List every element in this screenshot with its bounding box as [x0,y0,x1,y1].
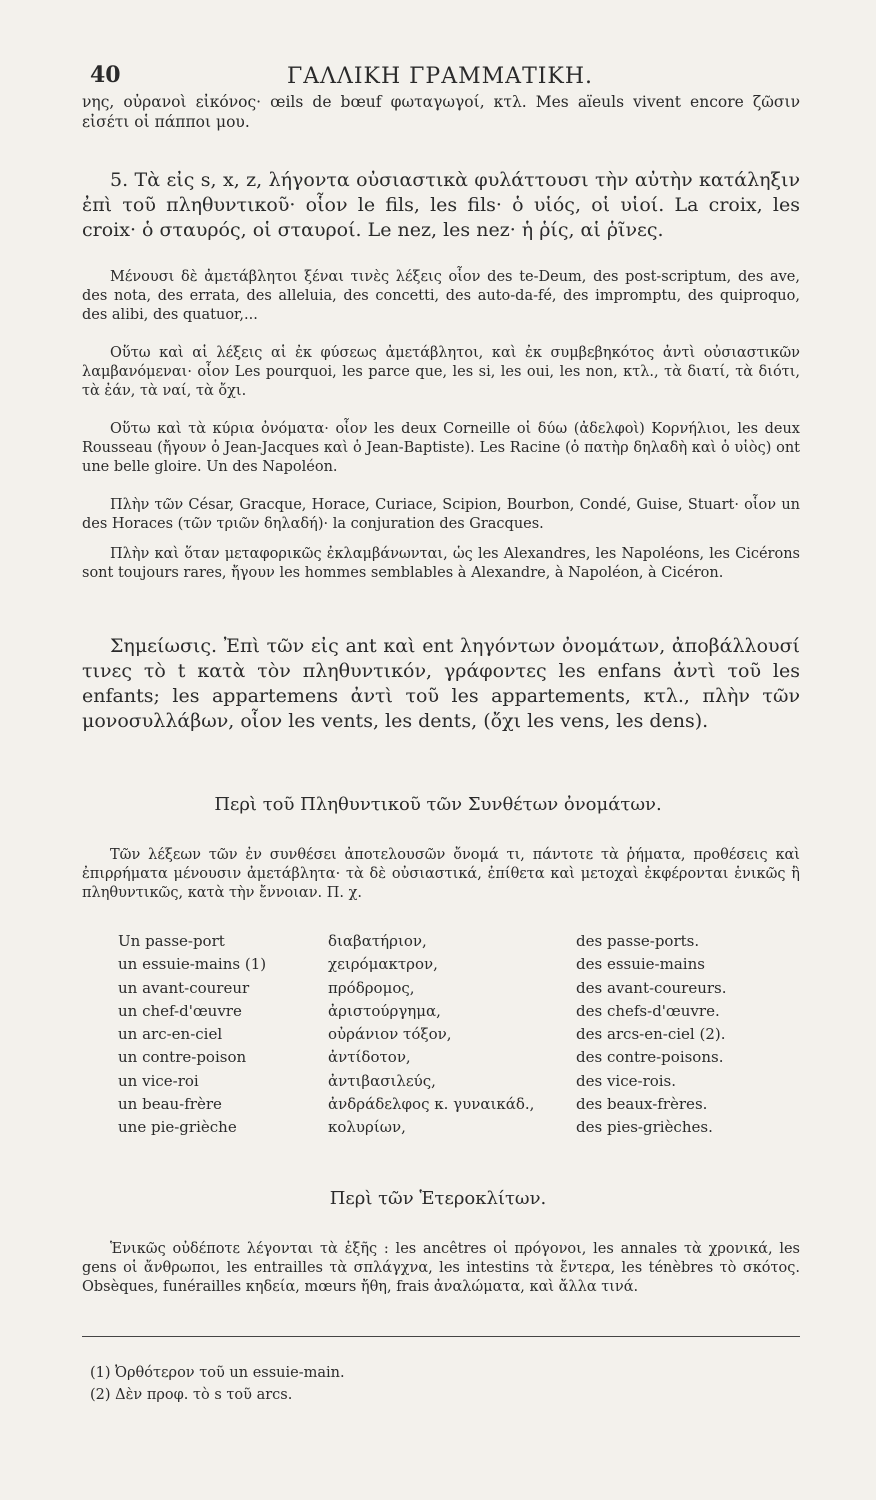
paragraph-continuation: νης, οὐρανοὶ εἰκόνος· œils de bœuf φωταγωγοί, κτλ. Mes aïeuls vivent encore ζῶσιν εἰσέτι οἱ πάπποι μου. [82,93,800,132]
table-cell-greek: διαβατήριον, [328,932,427,950]
column-plural [576,930,786,1140]
section-heading-heteroclite: Περὶ τῶν Ἑτεροκλίτων. [329,1188,547,1209]
table-cell-singular: un arc-en-ciel [118,1025,223,1044]
table-cell-plural: des avant-coureurs. [576,978,727,997]
table-cell-greek: ἀντίδοτον, [328,1048,411,1067]
footnote-divider [82,1336,800,1337]
table-cell-plural: des pies-grièches. [576,1118,713,1137]
paragraph-invariable-foreign: Μένουσι δὲ ἀμετάβλητοι ξέναι τινὲς λέξεις οἷον des te-Deum, des post-scriptum, des ave, des nota, des errata, des alleluia, des concetti, des auto-da-fé, des impromptu, des quiproquo, des alibi, des quatuor,... [82,269,800,324]
table-cell-plural: des vice-rois. [576,1071,677,1090]
table-cell-singular: un vice-roi [118,1071,199,1090]
footnote-2: (2) Δὲν προφ. τὸ s τοῦ arcs. [90,1387,293,1404]
table-cell-plural: des arcs-en-ciel (2). [576,1025,726,1044]
table-cell-plural: des beaux-frères. [576,1095,708,1114]
page-title: ΓΑΛΛΙΚΗ ΓΡΑΜΜΑΤΙΚΗ. [286,64,594,89]
table-cell-singular: Un passe-port [118,932,225,950]
page-number: 40 [90,62,121,88]
table-cell-plural: des essuie-mains [576,955,705,974]
table-cell-singular: une pie-grièche [118,1118,237,1137]
table-cell-greek: οὐράνιον τόξον, [328,1025,452,1044]
table-cell-singular: un essuie-mains (1) [118,955,267,974]
paragraph-proper-names: Οὕτω καὶ τὰ κύρια ὀνόματα· οἷον les deux Corneille οἱ δύω (ἀδελφοὶ) Κορνήλιοι, les deux Rousseau (ἤγουν ὁ Jean-Jacques καὶ ὁ Jean-Baptiste). Les Racine (ὁ πατὴρ δηλαδὴ καὶ ὁ υἱὸς) ont une belle gloire. Un des Napoléon. [82,421,800,476]
compound-words-table [118,930,778,1150]
table-cell-greek: κολυρίων, [328,1118,406,1137]
table-cell-plural: des passe-ports. [576,932,700,950]
footnote-1: (1) Ὀρθότερον τοῦ un essuie-main. [90,1365,345,1381]
table-cell-singular: un chef-d'œuvre [118,1001,242,1020]
table-cell-plural: des contre-poisons. [576,1048,724,1067]
paragraph-invariable-words: Οὕτω καὶ αἱ λέξεις αἱ ἐκ φύσεως ἀμετάβλητοι, καὶ ἐκ συμβεβηκότος ἀντὶ οὐσιαστικῶν λαμβανόμεναι· οἷον Les pourquoi, les parce que, les si, les oui, les non, κτλ., τὰ διατί, τὰ διότι, τὰ ἐάν, τὰ ναί, τὰ ὄχι. [82,345,800,400]
paragraph-compound-rule: Τῶν λέξεων τῶν ἐν συνθέσει ἀποτελουσῶν ὄνομά τι, πάντοτε τὰ ῥήματα, προθέσεις καὶ ἐπιρρήματα μένουσιν ἀμετάβλητα· τὰ δὲ οὐσιαστικά, ἐπίθετα καὶ μετοχαὶ ἐκφέρονται ἑνικῶς ἢ πληθυντικῶς, κατὰ τὴν ἔννοιαν. Π. χ. [82,847,800,902]
table-cell-plural: des chefs-d'œuvre. [576,1001,720,1020]
column-singular [118,930,308,1140]
table-cell-singular: un avant-coureur [118,978,250,997]
paragraph-rule-5: 5. Τὰ εἰς s, x, z, λήγοντα οὐσιαστικὰ φυλάττουσι τὴν αὐτὴν κατάληξιν ἐπὶ τοῦ πληθυντικοῦ· οἷον le fils, les fils· ὁ υἱός, οἱ υἱοί. La croix, les croix· ὁ σταυρός, οἱ σταυροί. Le nez, les nez· ἡ ῥίς, αἱ ῥῖνες. [82,169,800,242]
footnotes [90,1362,345,1407]
paragraph-metaphorical: Πλὴν καὶ ὅταν μεταφορικῶς ἐκλαμβάνωνται, ὡς les Alexandres, les Napoléons, les Cicérons sont toujours rares, ἤγουν les hommes semblables à Alexandre, à Napoléon, à Cicéron. [82,546,800,582]
table-cell-greek: χειρόμακτρον, [328,955,438,974]
section-heading-compound: Περὶ τοῦ Πληθυντικοῦ τῶν Συνθέτων ὀνομάτων. [214,794,662,815]
table-cell-singular: un contre-poison [118,1048,247,1067]
paragraph-plural-only: Ἑνικῶς οὐδέποτε λέγονται τὰ ἑξῆς : les ancêtres οἱ πρόγονοι, les annales τὰ χρονικά, les gens οἱ ἄνθρωποι, les entrailles τὰ σπλάγχνα, les intestins τὰ ἔντερα, les ténèbres τὸ σκότος. Obsèques, funérailles κηδεία, mœurs ἤθη, frais ἀναλώματα, καὶ ἄλλα τινά. [82,1241,800,1296]
table-cell-greek: ἀριστούργημα, [328,1001,441,1020]
paragraph-exceptions: Πλὴν τῶν César, Gracque, Horace, Curiace, Scipion, Bourbon, Condé, Guise, Stuart· οἷον un des Horaces (τῶν τριῶν δηλαδή)· la conjuration des Gracques. [82,497,800,533]
table-cell-greek: ἀνδράδελφος κ. γυναικάδ., [328,1095,535,1114]
table-cell-greek: ἀντιβασιλεύς, [328,1071,436,1090]
table-cell-greek: πρόδρομος, [328,978,415,997]
column-greek [328,930,558,1140]
table-cell-singular: un beau-frère [118,1095,222,1114]
paragraph-note: Σημείωσις. Ἐπὶ τῶν εἰς ant καὶ ent ληγόντων ὀνομάτων, ἀποβάλλουσί τινες τὸ t κατὰ τὸν πληθυντικόν, γράφοντες les enfans ἀντὶ τοῦ les enfants; les appartemens ἀντὶ τοῦ les appartements, κτλ., πλὴν τῶν μονοσυλλάβων, οἷον les vents, les dents, (ὄχι les vens, les dens). [82,635,800,733]
